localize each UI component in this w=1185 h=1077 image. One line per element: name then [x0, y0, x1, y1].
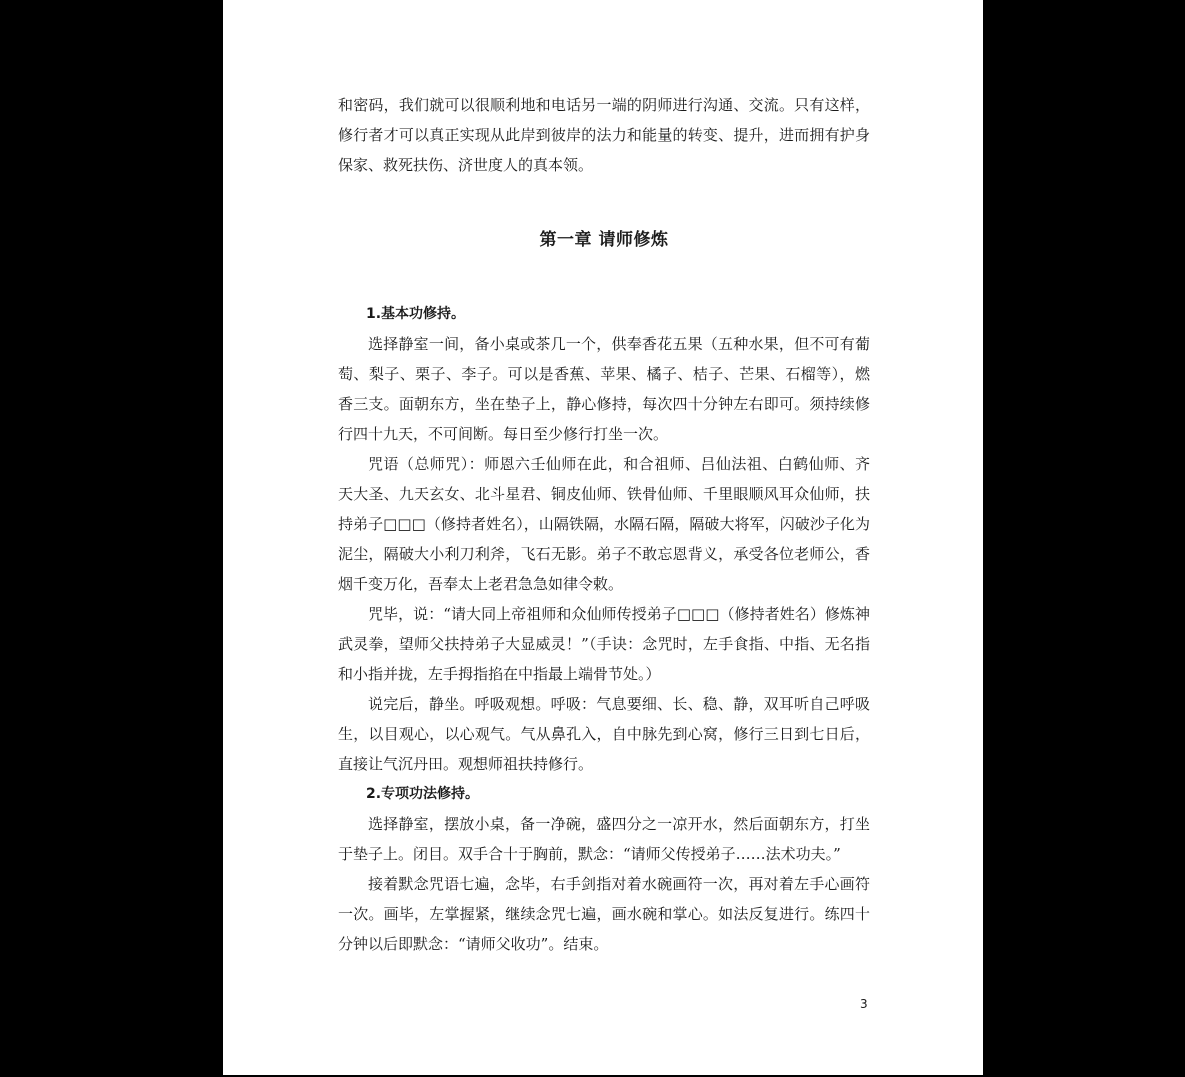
paragraph: 说完后，静坐。呼吸观想。呼吸：气息要细、长、稳、静，双耳听自己呼吸生，以目观心，以心观气。气从鼻孔入，自中脉先到心窝，修行三日到七日后，直接让气沉丹田。观想师祖扶持修行。 — [338, 695, 870, 773]
document-page — [223, 0, 983, 1075]
page-content — [338, 90, 870, 959]
intro-paragraph: 和密码，我们就可以很顺利地和电话另一端的阴师进行沟通、交流。只有这样，修行者才可以真正实现从此岸到彼岸的法力和能量的转变、提升，进而拥有护身保家、救死扶伤、济世度人的真本领。 — [338, 96, 870, 174]
chapter-title: 第一章 请师修炼 — [539, 230, 669, 250]
paragraph: 接着默念咒语七遍，念毕，右手剑指对着水碗画符一次，再对着左手心画符一次。画毕，左掌握紧，继续念咒七遍，画水碗和掌心。如法反复进行。练四十分钟以后即默念：“请师父收功”。结束。 — [338, 875, 870, 953]
paragraph: 咒语（总师咒）：师恩六壬仙师在此，和合祖师、吕仙法祖、白鹤仙师、齐天大圣、九天玄女、北斗星君、铜皮仙师、铁骨仙师、千里眼顺风耳众仙师，扶持弟子□□□（修持者姓名），山隔铁隔，水隔石隔，隔破大将军，闪破沙子化为泥尘，隔破大小利刀利斧，飞石无影。弟子不敢忘恩背义，承受各位老师公，香烟千变万化，吾奉太上老君急急如律令敕。 — [338, 455, 870, 593]
paragraph: 咒毕，说：“请大同上帝祖师和众仙师传授弟子□□□（修持者姓名）修炼神武灵拳，望师父扶持弟子大显威灵！”（手诀：念咒时，左手食指、中指、无名指和小指并拢，左手拇指掐在中指最上端骨节处。） — [338, 605, 870, 683]
section-heading-basic-practice: 1.基本功修持。 — [366, 306, 466, 322]
page-number: 3 — [860, 997, 868, 1011]
paragraph: 选择静室，摆放小桌，备一净碗，盛四分之一凉开水，然后面朝东方，打坐于垫子上。闭目。双手合十于胸前，默念：“请师父传授弟子……法术功夫。” — [338, 815, 870, 863]
section-heading-special-practice: 2.专项功法修持。 — [366, 786, 480, 802]
paragraph: 选择静室一间，备小桌或茶几一个，供奉香花五果（五种水果，但不可有葡萄、梨子、栗子、李子。可以是香蕉、苹果、橘子、桔子、芒果、石榴等），燃香三支。面朝东方，坐在垫子上，静心修持，每次四十分钟左右即可。须持续修行四十九天，不可间断。每日至少修行打坐一次。 — [338, 335, 870, 443]
